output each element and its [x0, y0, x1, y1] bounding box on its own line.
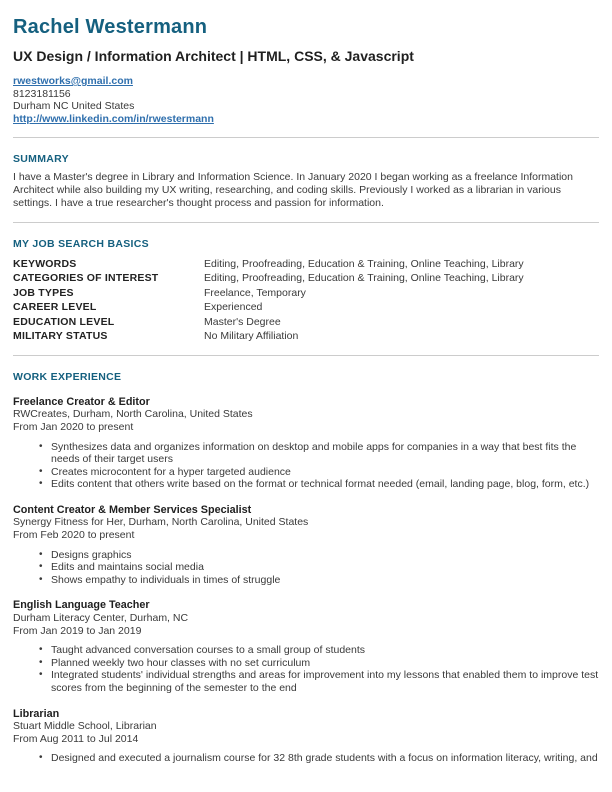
table-row — [13, 258, 599, 271]
job-entry — [13, 396, 599, 491]
phone-number: 8123181156 — [13, 87, 71, 100]
job-company: Durham Literacy Center, Durham, NC — [13, 612, 189, 625]
section-divider — [13, 355, 599, 356]
basics-label-job-types: JOB TYPES — [13, 286, 74, 299]
job-search-basics-section — [13, 238, 599, 343]
basics-label-keywords: KEYWORDS — [13, 257, 77, 270]
basics-label-categories: CATEGORIES OF INTEREST — [13, 272, 159, 285]
job-dates: From Jan 2019 to Jan 2019 — [13, 624, 142, 637]
job-bullet: • Taught advanced conversation courses to a small group of students — [38, 644, 599, 657]
job-bullet: • Designed and executed a journalism course for 32 8th grade students with a focus on information literacy, writing, and — [38, 752, 599, 765]
job-bullet: • Creates microcontent for a hyper targeted audience — [38, 466, 599, 479]
summary-section — [13, 153, 599, 210]
work-experience-section — [13, 371, 599, 765]
job-title: Freelance Creator & Editor — [13, 395, 150, 408]
resume-header — [13, 16, 599, 125]
contact-block — [13, 75, 599, 125]
job-bullet: • Shows empathy to individuals in times of struggle — [38, 574, 599, 587]
job-bullet: • Synthesizes data and organizes information on desktop and mobile apps for companies in a way that best fits the needs of their target users — [38, 441, 599, 466]
job-company: RWCreates, Durham, North Carolina, United States — [13, 408, 253, 421]
job-title: English Language Teacher — [13, 599, 150, 612]
job-company: Synergy Fitness for Her, Durham, North Carolina, United States — [13, 516, 309, 529]
table-row — [13, 272, 599, 285]
job-entry — [13, 599, 599, 694]
email-link[interactable]: rwestworks@gmail.com — [13, 75, 133, 87]
table-row — [13, 287, 599, 300]
candidate-name: Rachel Westermann — [13, 16, 208, 38]
job-bullet-list — [13, 644, 599, 694]
basics-label-career-level: CAREER LEVEL — [13, 301, 97, 314]
summary-text: I have a Master's degree in Library and Information Science. In January 2020 I began working as a freelance Information Architect while also building my UX writing, researching, and coding skills. Previously I worked as a librarian in various settings. I have a true researcher's thought process and passion for information. — [13, 171, 573, 209]
basics-value-education-level: Master's Degree — [204, 315, 281, 328]
job-entry — [13, 504, 599, 587]
basics-label-education-level: EDUCATION LEVEL — [13, 315, 115, 328]
job-bullet: • Integrated students' individual strengths and areas for improvement into my lessons that enabled them to improve test scores from the beginning of the semester to the end — [38, 669, 599, 694]
candidate-headline: UX Design / Information Architect | HTML, CSS, & Javascript — [13, 48, 414, 64]
section-divider — [13, 137, 599, 138]
job-bullet: • Planned weekly two hour classes with no set curriculum — [38, 657, 599, 670]
job-company: Stuart Middle School, Librarian — [13, 720, 157, 733]
job-title: Content Creator & Member Services Specialist — [13, 503, 252, 516]
section-divider — [13, 222, 599, 223]
basics-value-categories: Editing, Proofreading, Education & Training, Online Teaching, Library — [204, 272, 524, 285]
job-dates: From Aug 2011 to Jul 2014 — [13, 732, 139, 745]
work-experience-heading: WORK EXPERIENCE — [13, 370, 122, 383]
job-title: Librarian — [13, 707, 60, 720]
job-bullet-list — [13, 549, 599, 587]
job-entry — [13, 708, 599, 765]
basics-label-military-status: MILITARY STATUS — [13, 330, 108, 343]
summary-heading: SUMMARY — [13, 153, 69, 165]
basics-table — [13, 258, 599, 343]
job-dates: From Feb 2020 to present — [13, 529, 135, 542]
linkedin-link[interactable]: http://www.linkedin.com/in/rwestermann — [13, 112, 214, 125]
table-row — [13, 301, 599, 314]
basics-value-career-level: Experienced — [204, 301, 263, 314]
job-search-basics-heading: MY JOB SEARCH BASICS — [13, 237, 149, 250]
table-row — [13, 330, 599, 343]
job-bullet: • Designs graphics — [38, 549, 599, 562]
table-row — [13, 316, 599, 329]
job-bullet-list — [13, 752, 599, 765]
job-bullet: • Edits content that others write based on the format or technical format needed (email, landing page, blog, form, etc.) — [38, 478, 599, 491]
location-text: Durham NC United States — [13, 100, 135, 112]
basics-value-job-types: Freelance, Temporary — [204, 286, 306, 299]
job-bullet: • Edits and maintains social media — [38, 561, 599, 574]
job-bullet-list — [13, 441, 599, 491]
basics-value-keywords: Editing, Proofreading, Education & Training, Online Teaching, Library — [204, 257, 524, 270]
job-dates: From Jan 2020 to present — [13, 420, 134, 433]
basics-value-military-status: No Military Affiliation — [204, 330, 299, 343]
